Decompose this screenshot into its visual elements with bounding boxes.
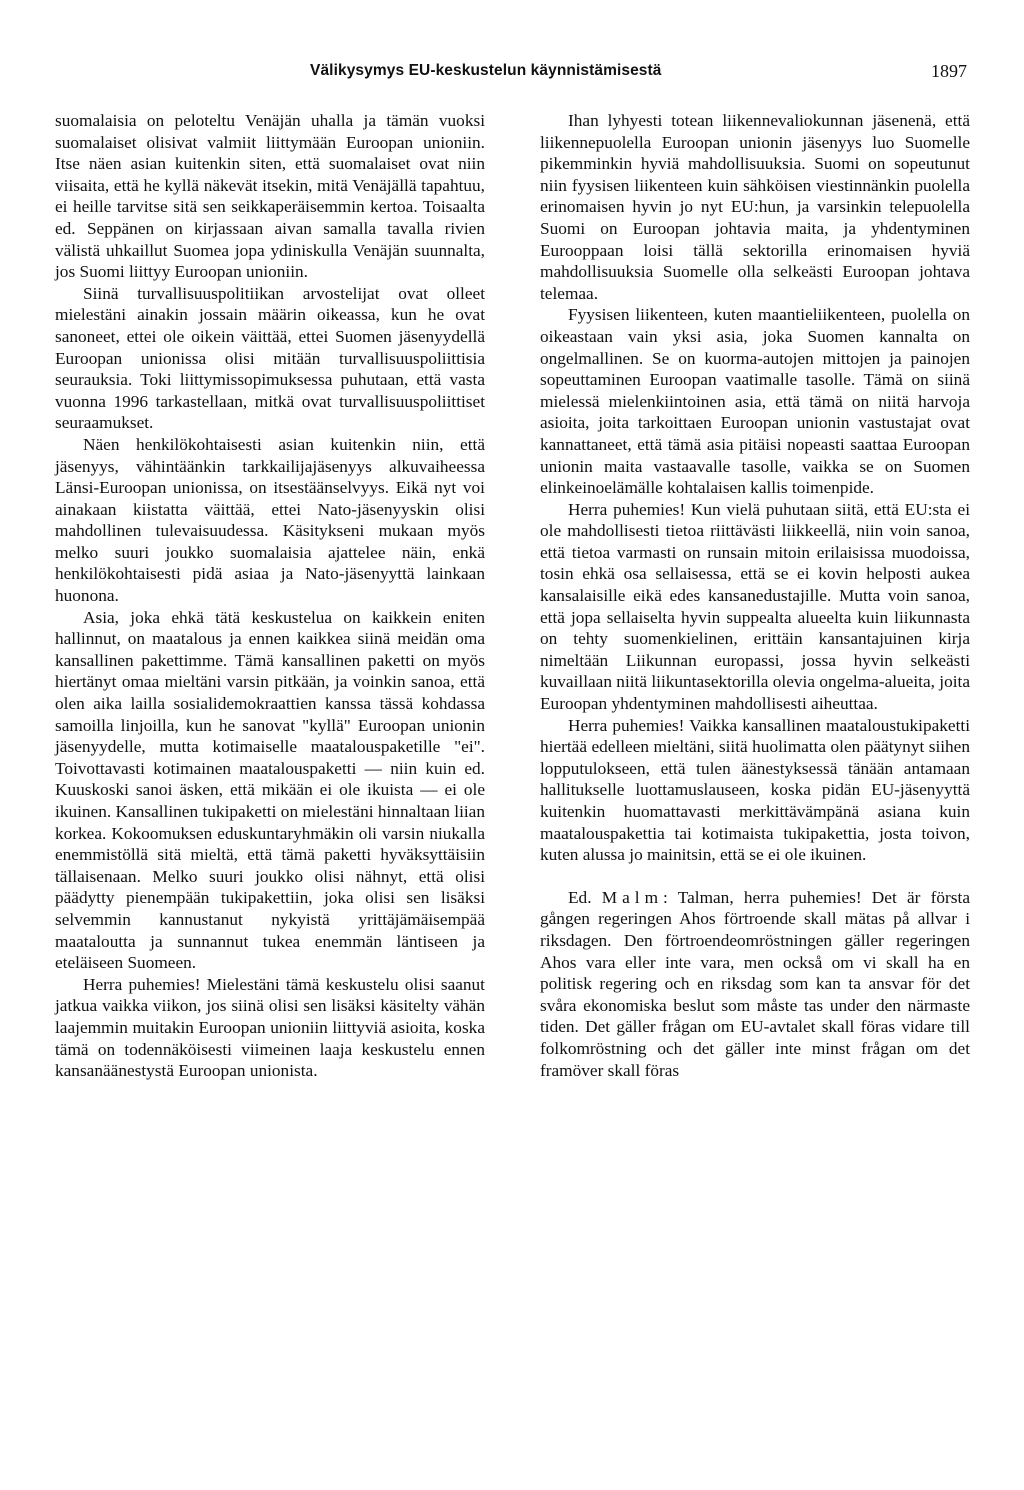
running-title: Välikysymys EU-keskustelun käynnistämisestä bbox=[310, 62, 662, 79]
speech-paragraph bbox=[540, 887, 970, 1081]
speaker-name: Malm bbox=[601, 887, 664, 907]
paragraph: Fyysisen liikenteen, kuten maantieliikenteen, puolella on oikeastaan vain yksi asia, joka Suomen kannalta on ongelmallinen. Se on kuorma-autojen mittojen ja painojen sopeuttaminen Euroopan vaatimalle tasolle. Tämä on siinä mielessä mielenkiintoinen asia, että tämä on niitä harvoja asioita, joita tarkoittaen Euroopan unionin vastustajat ovat kannattaneet, että tämä asia pitäisi nopeasti saattaa Euroopan unionin maita vastaavalle tasolle, vaikka se on Suomen elinkeinoelämälle kohtalaisen kallis toimenpide. bbox=[540, 305, 970, 498]
paragraph: Ihan lyhyesti totean liikennevaliokunnan jäsenenä, että liikennepuolella Euroopan unionin jäsenyys luo Suomelle pikemminkin hyviä mahdollisuuksia. Suomi on sopeutunut niin fyysisen liikenteen kuin sähköisen viestinnänkin puolella erinomaisen hyvin jo nyt EU:hun, ja varsinkin telepuolella Suomi on Euroopan johtavia maita, ja yhdentyminen Eurooppaan loisi tällä sektorilla erinomaisen hyviä mahdollisuuksia Suomelle olla selkeästi Euroopan johtava telemaa. bbox=[540, 111, 970, 303]
paragraph: Asia, joka ehkä tätä keskustelua on kaikkein eniten hallinnut, on maatalous ja ennen kaikkea siinä meidän oma kansallinen pakettimme. Tämä kansallinen paketti on myös hiertänyt omaa mieltäni varsin pitkään, ja voinkin sanoa, että olen aika lailla sosialidemokraattien kanssa tässä kohdassa samoilla linjoilla, kun he sanovat "kyllä" Euroopan unionin jäsenyydelle, mutta kotimaiselle maatalouspaketille "ei". Toivottavasti kotimainen maatalouspaketti — niin kuin ed. Kuuskoski sanoi äsken, että mikään ei ole ikuista — ei ole ikuinen. Kansallinen tukipaketti on mielestäni hinnaltaan liian korkea. Kokoomuksen eduskuntaryhmäkin oli varsin niukalla enemmistöllä sitä mieltä, että tämä paketti hyväksyttäisiin tällaisenaan. Melko suuri joukko olisi nähnyt, että olisi päädytty pienempään tukipakettiin, joka olisi sen lisäksi selvemmin kannustanut nykyistä yrittäjämäisempää maataloutta ja sunnannut tukea enemmän läntiseen ja eteläiseen Suomeen. bbox=[55, 607, 485, 973]
right-column bbox=[540, 110, 970, 1081]
speech-prefix: Ed. bbox=[568, 887, 602, 907]
paragraph: Siinä turvallisuuspolitiikan arvostelijat ovat olleet mielestäni ainakin jossain määrin oikeassa, kun he ovat sanoneet, ettei ole oikein väittää, ettei Suomen jäsenyydellä Euroopan unionissa olisi mitään turvallisuuspoliittisia seurauksia. Toki liittymissopimuksessa puhutaan, että vasta vuonna 1996 tarkastellaan, mitkä ovat turvallisuuspoliittiset seuraamukset. bbox=[55, 283, 485, 433]
paragraph: Herra puhemies! Kun vielä puhutaan siitä, että EU:sta ei ole mahdollisesti tietoa riittävästi liikkeellä, niin voin sanoa, että tietoa varmasti on runsain mitoin erilaisissa muodoissa, tosin ehkä osa sellaisessa, että se ei kovin helposti aukea kansalaisille eikä edes kansanedustajille. Mutta voin sanoa, että jopa sellaiselta hyvin suppealta alueelta kuin liikunnasta on tehty suomenkielinen, erittäin kansantajuinen kirja nimeltään Liikunnan europassi, jossa hyvin selkeästi kuvaillaan niitä liikuntasektorilla olevia ongelma-alueita, joita Euroopan yhdentyminen mahdollisesti aiheuttaa. bbox=[540, 499, 970, 714]
paragraph: Herra puhemies! Vaikka kansallinen maataloustukipaketti hiertää edelleen mieltäni, siitä huolimatta olen päätynyt siihen lopputulokseen, että tulen äänestyksessä tänään antamaan hallitukselle luottamuslauseen, koska pidän EU-jäsenyyttä kuitenkin huomattavasti merkittävämpänä asiana kuin maatalouspakettia tai kotimaista tukipakettia, josta toivon, kuten alussa jo mainitsin, että se ei ole ikuinen. bbox=[540, 715, 970, 865]
speech-text: Talman, herra puhemies! Det är första gången regeringen Ahos förtroende skall mätas på allvar i riksdagen. Den förtroendeomröstningen gäller regeringen Ahos vara eller inte vara, men också om vi skall ha en politisk regering och en riksdag som kan ta ansvar för det svåra ekonomiska beslut som måste tas under den närmaste tiden. Det gäller frågan om EU-avtalet skall föras vidare till folkomröstning och det gäller inte minst frågan om det framöver skall föras bbox=[540, 887, 970, 1080]
running-header bbox=[0, 62, 1024, 88]
paragraph: suomalaisia on peloteltu Venäjän uhalla ja tämän vuoksi suomalaiset olisivat valmiit liittymään Euroopan unioniin. Itse näen asian kuitenkin siten, että suomalaiset ovat niin viisaita, että he kyllä näkevät itsekin, mitä Venäjällä tapahtuu, ei heille tarvitse sitä sen seikkaperäisemmin kertoa. Toisaalta ed. Seppänen on kirjassaan aivan samalla tavalla rivien välistä uhkaillut Suomea jopa ydiniskulla Venäjän suunnalta, jos Suomi liittyy Euroopan unioniin. bbox=[55, 111, 485, 282]
speech-separator: : bbox=[663, 887, 678, 907]
page-number: 1897 bbox=[931, 61, 967, 81]
left-column bbox=[55, 110, 485, 1082]
paragraph: Näen henkilökohtaisesti asian kuitenkin niin, että jäsenyys, vähintäänkin tarkkailijajäsenyys alkuvaiheessa Länsi-Euroopan unionissa, on itsestäänselvyys. Eikä nyt voi ainakaan kiistatta väittää, ettei Nato-jäsenyyskin olisi mahdollinen tulevaisuudessa. Käsitykseni mukaan myös melko suuri joukko suomalaisia ajattelee näin, enkä henkilökohtaisesti pidä asiaa ja Nato-jäsenyyttä lainkaan huonona. bbox=[55, 434, 485, 606]
paragraph: Herra puhemies! Mielestäni tämä keskustelu olisi saanut jatkua vaikka viikon, jos siinä olisi sen lisäksi käsitelty vähän laajemmin muitakin Euroopan unioniin liittyviä asioita, koska tämä on todennäköisesti viimeinen laaja keskustelu ennen kansanäänestystä Euroopan unionista. bbox=[55, 974, 485, 1081]
